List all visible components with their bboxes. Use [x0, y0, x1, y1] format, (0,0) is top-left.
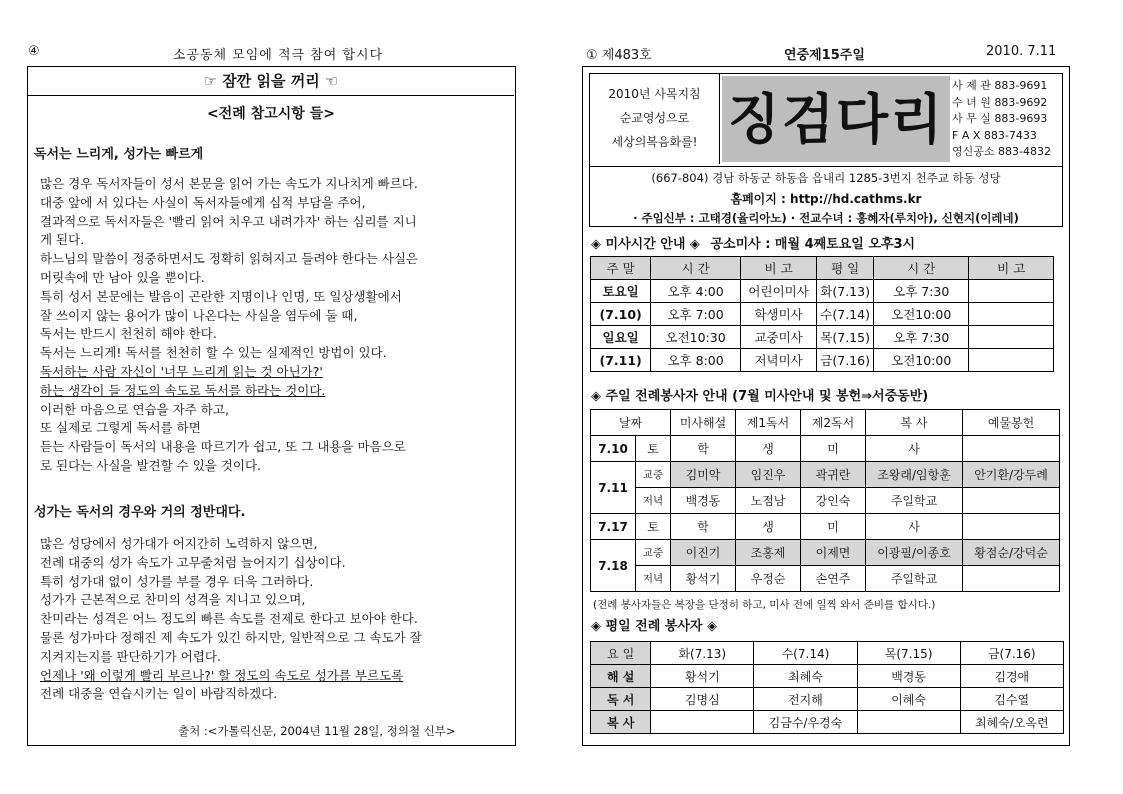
left-page-header — [28, 44, 518, 64]
table-cell: 복 사 — [591, 711, 651, 734]
reading-article-box — [27, 66, 516, 746]
weekday-ministers-table — [590, 641, 1064, 734]
table-cell: 주일학교 — [866, 488, 963, 514]
table-row — [591, 326, 1054, 349]
table-cell: 저녁 — [636, 566, 671, 592]
text-line: 언제나 '왜 이렇게 빨리 부르나?' 할 정도의 속도로 성가를 부르도록 — [40, 667, 404, 683]
table-cell: 오후 7:00 — [651, 303, 741, 326]
table-cell: 오전10:30 — [651, 326, 741, 349]
paragraph-reading — [40, 175, 510, 476]
sunday-ministers-table — [590, 409, 1060, 592]
table-cell: 우정순 — [736, 566, 801, 592]
text-line: 찬미라는 성격은 어느 정도의 빠른 속도를 전제로 한다고 보아야 한다. — [40, 611, 418, 627]
table-cell: 이혜숙 — [857, 688, 960, 711]
mass-schedule-title-text: ◈ 미사시간 안내 ◈ — [591, 237, 700, 252]
text-line: 잘 쓰이지 않는 용어가 많이 나온다는 사실을 염두에 둘 때, — [40, 307, 358, 323]
table-header: 요 일 — [591, 642, 651, 665]
text-line: 하는 생각이 들 정도의 속도로 독서를 하라는 것이다. — [40, 382, 326, 398]
text-line: 독서하는 사람 자신이 '너무 느리게 읽는 것 아닌가?' — [40, 363, 323, 379]
table-header: 비 고 — [740, 257, 816, 280]
parish-staff: · 주임신부 : 고태경(율리아노) · 전교수녀 : 홍혜자(루치아), 신현지(이레네) — [633, 211, 1019, 225]
table-cell — [969, 280, 1054, 303]
text-line: 또 실제로 그렇게 독서를 하면 — [40, 420, 201, 436]
text-line: 특히 성서 본문에는 발음이 곤란한 지명이나 인명, 또 일상생활에서 — [40, 288, 402, 304]
text-line: 하느님의 말씀이 정중하면서도 정확히 읽혀지고 들려야 한다는 사실은 — [40, 251, 418, 267]
table-cell: 손연주 — [801, 566, 866, 592]
table-header: 제2독서 — [801, 410, 866, 436]
table-row — [591, 462, 1060, 488]
table-header: 주 말 — [591, 257, 651, 280]
table-cell: 조홍제 — [736, 540, 801, 566]
text-line: 듣는 사람들이 독서의 내용을 따르기가 쉽고, 또 그 내용을 마음으로 — [40, 439, 406, 455]
masthead — [589, 73, 1063, 227]
text-line: 특히 성가대 없이 성가를 부를 경우 더욱 그러하다. — [40, 573, 314, 589]
table-cell: 어린이미사 — [740, 280, 816, 303]
text-line: 전례 대중을 연습시키는 일이 바람직하겠다. — [40, 686, 278, 702]
table-cell: 7.18 — [591, 540, 636, 592]
table-cell: 미 — [801, 436, 866, 462]
table-cell: 오후 7:30 — [874, 280, 969, 303]
left-page-number: ④ — [28, 44, 40, 59]
sunday-ministers-title: ◈ 주일 전례봉사자 안내 (7월 미사안내 및 봉헌⇒서중동반) — [591, 389, 929, 404]
table-cell: 김경애 — [960, 665, 1063, 688]
table-cell: 이진기 — [671, 540, 736, 566]
table-cell: 김미악 — [671, 462, 736, 488]
text-line: 대중 앞에 서 있다는 사실이 독서자들에게 심적 부담을 주어, — [40, 194, 366, 210]
text-line: 로 된다는 사실을 발견할 수 있을 것이다. — [40, 457, 262, 473]
table-cell: 사 — [866, 436, 963, 462]
text-line: 물론 성가마다 정해진 제 속도가 있긴 하지만, 일반적으로 그 속도가 잘 — [40, 629, 422, 645]
table-row — [591, 540, 1060, 566]
table-row — [591, 566, 1060, 592]
table-cell: 백경동 — [857, 665, 960, 688]
table-cell: 학생미사 — [740, 303, 816, 326]
table-cell — [963, 488, 1060, 514]
table-cell: (7.10) — [591, 303, 651, 326]
table-cell: 전지해 — [754, 688, 857, 711]
table-header: 복 사 — [866, 410, 963, 436]
table-cell — [963, 514, 1060, 540]
contact-line: F A X 883-7433 — [952, 128, 1037, 142]
text-line: 지켜지는지를 판단하기가 어렵다. — [40, 648, 221, 664]
table-cell: 곽귀란 — [801, 462, 866, 488]
table-cell: 김수열 — [960, 688, 1063, 711]
text-line: 결과적으로 독서자들은 '빨리 읽어 치우고 내려가자' 하는 심리를 지니 — [40, 213, 417, 229]
parish-address: (667-804) 경남 하동군 하동읍 읍내리 1285-3번지 천주교 하동 성당 — [651, 171, 1001, 185]
table-cell: 학 — [671, 514, 736, 540]
table-cell: 미 — [801, 514, 866, 540]
text-line: 독서는 느리게! 독서를 천천히 할 수 있는 실제적인 방법이 있다. — [40, 345, 387, 361]
table-row — [591, 665, 1064, 688]
table-cell: 강인숙 — [801, 488, 866, 514]
table-cell: 최혜숙 — [754, 665, 857, 688]
table-cell: 저녁 — [636, 488, 671, 514]
table-cell: 김금수/우경숙 — [754, 711, 857, 734]
weekday-ministers-title: ◈ 평일 전례 봉사자 ◈ — [591, 619, 718, 634]
table-cell: 최혜숙/오옥련 — [960, 711, 1063, 734]
table-cell: 7.17 — [591, 514, 636, 540]
table-cell: 오후 7:30 — [874, 326, 969, 349]
masthead-divider — [590, 166, 1062, 167]
table-header: 시 간 — [874, 257, 969, 280]
table-header: 시 간 — [651, 257, 741, 280]
table-cell: 오후 4:00 — [651, 280, 741, 303]
table-cell: 임진우 — [736, 462, 801, 488]
right-page-header — [586, 44, 1066, 64]
table-row — [591, 688, 1064, 711]
text-line: 많은 성당에서 성가대가 어지간히 노력하지 않으면, — [40, 536, 318, 551]
table-cell — [963, 436, 1060, 462]
table-row — [591, 436, 1060, 462]
table-cell: 주일학교 — [866, 566, 963, 592]
table-cell: 이광필/이종호 — [866, 540, 963, 566]
table-header: 미사해설 — [671, 410, 736, 436]
table-cell: 황점순/강덕순 — [963, 540, 1060, 566]
table-cell: 황석기 — [671, 566, 736, 592]
table-cell: 오전10:00 — [874, 303, 969, 326]
article-source: 출처 :<가톨릭신문, 2004년 11월 28일, 정의철 신부> — [178, 724, 456, 738]
table-cell: 저녁미사 — [740, 349, 816, 372]
section-heading-reading: 독서는 느리게, 성가는 빠르게 — [34, 147, 204, 162]
table-cell: 토요일 — [591, 280, 651, 303]
table-row — [591, 410, 1060, 436]
table-row — [591, 642, 1064, 665]
left-page-top-title: 소공동체 모임에 적극 참여 합시다 — [172, 48, 384, 63]
table-cell: 황석기 — [651, 665, 754, 688]
paragraph-hymn — [40, 535, 510, 704]
table-cell: 일요일 — [591, 326, 651, 349]
table-cell: 백경동 — [671, 488, 736, 514]
text-line: 머릿속에 만 남아 있을 뿐이다. — [40, 269, 205, 285]
table-cell: 오후 8:00 — [651, 349, 741, 372]
text-line: 독서는 반드시 천천히 해야 한다. — [40, 326, 217, 342]
issue-date: 2010. 7.11 — [986, 44, 1057, 59]
table-cell: (7.11) — [591, 349, 651, 372]
mass-schedule-title — [591, 233, 915, 252]
table-cell: 조왕래/임항훈 — [866, 462, 963, 488]
table-cell — [651, 711, 754, 734]
text-line: 많은 경우 독서자들이 성서 본문을 읽어 가는 속도가 지나치게 빠르다. — [40, 176, 418, 191]
motto-year: 2010년 사목지침 — [608, 87, 701, 101]
table-cell: 수(7.14) — [817, 303, 874, 326]
table-cell — [857, 711, 960, 734]
table-row — [591, 303, 1054, 326]
text-line: 성가가 근본적으로 찬미의 성격을 지니고 있으며, — [40, 592, 306, 608]
table-cell: 사 — [866, 514, 963, 540]
table-cell: 토 — [636, 436, 671, 462]
table-cell: 목(7.15) — [817, 326, 874, 349]
table-header: 예물봉헌 — [963, 410, 1060, 436]
motto-line-1: 순교영성으로 — [619, 111, 690, 125]
table-cell: 생 — [736, 436, 801, 462]
bulletin-front-box — [582, 66, 1070, 746]
text-line: 게 된다. — [40, 232, 85, 248]
table-row — [591, 711, 1064, 734]
table-cell: 학 — [671, 436, 736, 462]
table-cell — [969, 303, 1054, 326]
bulletin-logo: 징검다리 — [722, 76, 950, 162]
table-row — [591, 349, 1054, 372]
table-cell — [969, 349, 1054, 372]
mission-mass-note: 공소미사 : 매월 4째토요일 오후3시 — [710, 237, 916, 252]
table-header: 수(7.14) — [754, 642, 857, 665]
contact-line: 영신공소 883-4832 — [952, 145, 1051, 158]
table-cell: 이제면 — [801, 540, 866, 566]
text-line: 전례 대중의 성가 속도가 고무줄처럼 늘어지기 십상이다. — [40, 554, 346, 570]
table-cell: 7.10 — [591, 436, 636, 462]
contact-line: 수 녀 원 883-9692 — [952, 95, 1048, 109]
table-row — [591, 280, 1054, 303]
table-cell: 교중 — [636, 462, 671, 488]
contact-line: 사 무 실 883-9693 — [952, 112, 1048, 125]
article-subtitle: <전례 참고시항 들> — [207, 106, 335, 122]
issue-number: ① 제483호 — [586, 48, 652, 63]
table-cell: 교중미사 — [740, 326, 816, 349]
table-cell: 교중 — [636, 540, 671, 566]
table-cell: 오전10:00 — [874, 349, 969, 372]
table-cell: 해 설 — [591, 665, 651, 688]
table-header: 비 고 — [969, 257, 1054, 280]
table-cell — [963, 566, 1060, 592]
table-header: 화(7.13) — [651, 642, 754, 665]
section-heading-hymn: 성가는 독서의 경우와 거의 정반대다. — [34, 505, 246, 520]
table-row — [591, 488, 1060, 514]
motto-line-2: 세상의복음화를! — [611, 135, 698, 149]
parish-homepage: 홈페이지 : http://hd.cathms.kr — [730, 192, 922, 206]
table-row — [591, 514, 1060, 540]
table-header: 평 일 — [817, 257, 874, 280]
table-cell: 독 서 — [591, 688, 651, 711]
table-cell — [969, 326, 1054, 349]
table-cell: 7.11 — [591, 462, 636, 514]
table-header: 날짜 — [591, 410, 671, 436]
table-cell: 김명심 — [651, 688, 754, 711]
table-cell: 노점남 — [736, 488, 801, 514]
table-cell: 토 — [636, 514, 671, 540]
table-row — [591, 257, 1054, 280]
liturgical-sunday: 연중제15주일 — [784, 48, 865, 63]
table-cell: 금(7.16) — [817, 349, 874, 372]
contact-line: 사 제 관 883-9691 — [952, 79, 1048, 92]
article-banner: ☞ 잠깐 읽을 꺼리 ☜ — [28, 67, 514, 96]
table-header: 금(7.16) — [960, 642, 1063, 665]
pastoral-motto — [590, 74, 720, 164]
table-cell: 화(7.13) — [817, 280, 874, 303]
text-line: 이러한 마음으로 연습을 자주 하고, — [40, 401, 229, 417]
table-cell: 안기환/강두례 — [963, 462, 1060, 488]
table-header: 제1독서 — [736, 410, 801, 436]
table-cell: 생 — [736, 514, 801, 540]
contact-list — [952, 78, 1062, 161]
ministers-note: (전례 봉사자들은 복장을 단정히 하고, 미사 전에 일찍 와서 준비를 합시다.) — [593, 599, 936, 611]
table-header: 목(7.15) — [857, 642, 960, 665]
mass-schedule-table — [590, 256, 1054, 372]
